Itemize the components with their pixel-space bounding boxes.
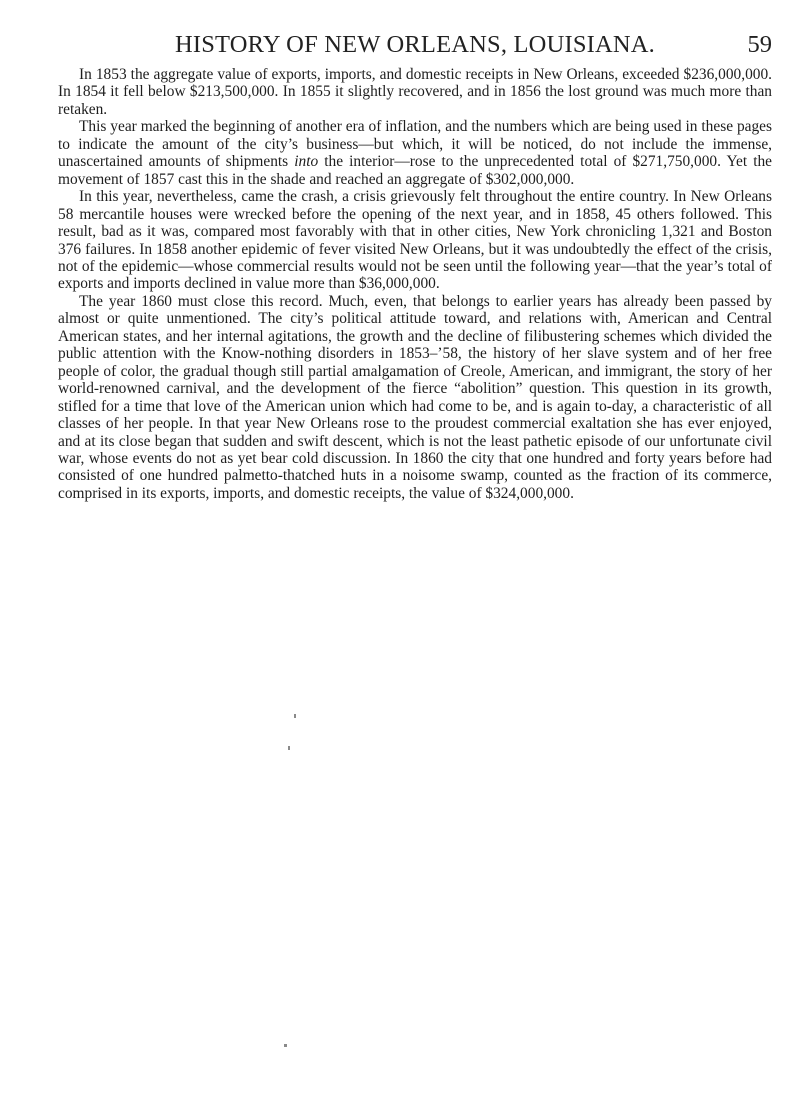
paragraph-crash-1857: In this year, nevertheless, came the crash, a crisis grievously felt throughout the entire country. In New Orleans 58 mercantile houses were wrecked before the opening of the next year, and in 1858, 45 others followed. This result, bad as it was, compared most favorably with that in other cities, New York chronicling 1,321 and Boston 376 failures. In 1858 another epidemic of fever visited New Orleans, but it was undoubtedly the effect of the crisis, not of the epidemic—whose commercial results would not be seen until the following year—that the year’s total of exports and imports declined in value more than $36,000,000. [58, 188, 772, 293]
print-speck [294, 714, 296, 718]
running-head [58, 30, 772, 60]
print-speck [288, 746, 290, 750]
page-number: 59 [747, 31, 772, 58]
paragraph-year-1860: The year 1860 must close this record. Much, even, that belongs to earlier years has already been passed by almost or quite unmentioned. The city’s political attitude toward, and relations with, American and Central American states, and her internal agitations, the growth and the decline of filibustering schemes which divided the public attention with the Know-nothing disorders in 1853–’58, the history of her slave system and of her free people of color, the gradual though still partial amalgamation of Creole, American, and immigrant, the story of her world-renowned carnival, and the development of the fierce “abolition” question. This question in its growth, stifled for a time that love of the American union which had come to be, and is again to-day, a characteristic of all classes of her people. In that year New Orleans rose to the proudest commercial exaltation she has ever enjoyed, and at its close began that sudden and swift descent, which is not the least pathetic episode of our unfortunate civil war, whose events do not as yet bear cold discussion. In 1860 the city that one hundred and forty years before had consisted of one hundred palmetto-thatched huts in a noisome swamp, counted as the fraction of its commerce, comprised in its exports, imports, and domestic receipts, the value of $324,000,000. [58, 292, 772, 502]
paragraph-inflation-era [58, 118, 772, 188]
paragraph-text-before-emphasis: This year marked the beginning of another era of inflation, and the numbers which are being used in these pages to indicate the amount of the city’s business—but which, it will be noticed, do not include the immense, unascertained amounts of shipments [58, 118, 772, 171]
paragraph-exports-1853: In 1853 the aggregate value of exports, imports, and domestic receipts in New Orleans, exceeded $236,000,000. In 1854 it fell below $213,500,000. In 1855 it slightly recovered, and in 1856 the lost ground was much more than retaken. [58, 66, 772, 118]
body-text [58, 66, 772, 502]
paragraph-text-after-emphasis: the interior—rose to the unprecedented total of $271,750,000. Yet the movement of 1857 cast this in the shade and reached an aggregate of $302,000,000. [58, 153, 772, 188]
running-title: HISTORY OF NEW ORLEANS, LOUISIANA. [174, 31, 656, 58]
print-speck [284, 1044, 287, 1047]
emphasis-into: into [294, 153, 319, 171]
